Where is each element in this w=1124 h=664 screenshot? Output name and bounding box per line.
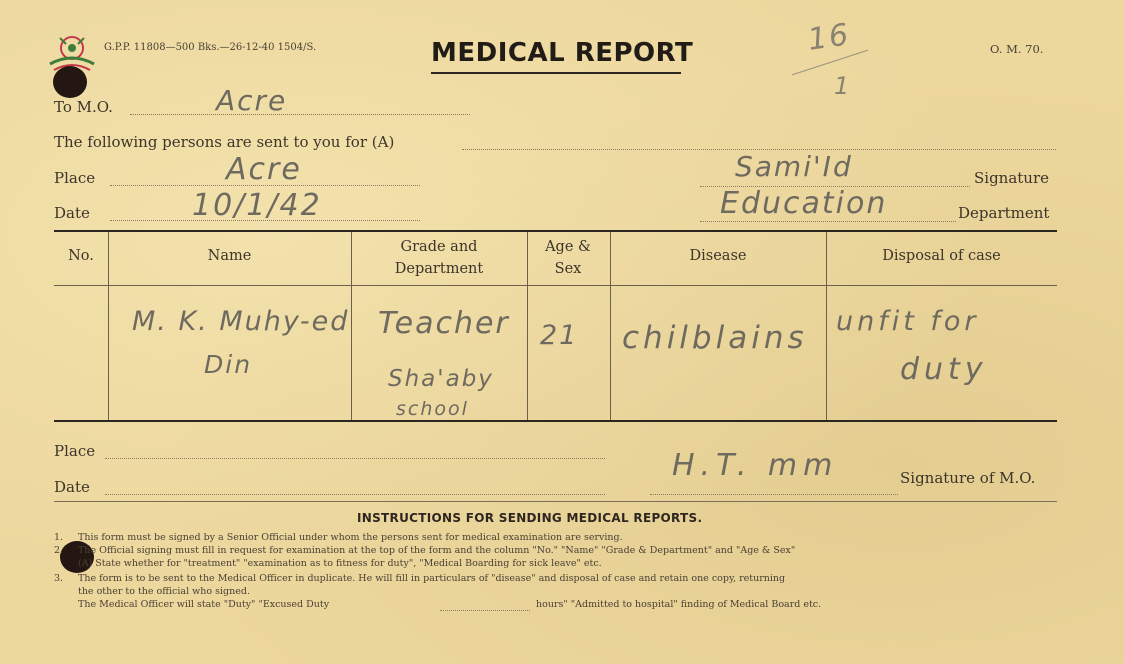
mo-place-label: Place [54, 442, 96, 460]
col-header-age: Age & Sex [545, 239, 591, 277]
person-name-line2: Din [204, 350, 253, 379]
instruction-1-number: 1. [54, 532, 64, 543]
department-value: Education [720, 186, 888, 221]
form-number: O. M. 70. [990, 42, 1044, 56]
mo-signature-label: Signature of M.O. [900, 469, 1036, 487]
instructions-rule [54, 501, 1057, 502]
grade-line3: school [396, 398, 469, 418]
instruction-2-note: (A) State whether for "treatment" "examination as to fitness for duty", "Medical Boarding for sick leave" etc. [78, 558, 602, 569]
instruction-2-number: 2. [54, 545, 64, 556]
table-header-rule [54, 285, 1057, 286]
age-sex-value: 21 [540, 320, 579, 351]
instruction-3-number: 3. [54, 573, 64, 584]
place-value: Acre [226, 152, 302, 187]
page-title: MEDICAL REPORT [431, 38, 694, 68]
to-mo-value: Acre [216, 84, 288, 117]
instruction-2-text: The Official signing must fill in request for examination at the top of the form and the column "No." "Name" "Grade & Department" and "Age & Sex" [78, 545, 796, 556]
instruction-4-end: hours" "Admitted to hospital" finding of Medical Board etc. [536, 599, 822, 610]
print-code: G.P.P. 11808—500 Bks.—26-12-40 1504/S. [104, 42, 317, 53]
col-header-no: No. [68, 248, 94, 264]
person-name-line1: M. K. Muhy-ed [132, 306, 350, 337]
department-label: Department [958, 204, 1050, 222]
instruction-1-text: This form must be signed by a Senior Official under whom the persons sent for medical examination are serving. [78, 532, 623, 543]
col-header-disease: Disease [689, 248, 747, 264]
disposal-line1: unfit for [836, 306, 980, 337]
disease-value: chilblains [622, 320, 808, 356]
mo-signature: H.T. mm [672, 448, 839, 483]
disposal-line2: duty [900, 352, 988, 387]
table-bottom-rule [54, 420, 1057, 422]
col-header-name: Name [207, 248, 252, 264]
sent-for-label: The following persons are sent to you for (A) [54, 133, 395, 151]
title-underline [431, 72, 681, 74]
instructions-title: INSTRUCTIONS FOR SENDING MEDICAL REPORTS. [357, 511, 703, 525]
punch-hole-top [53, 66, 87, 98]
folio-number: 16 [805, 17, 853, 58]
official-signature: Sami'Id [735, 150, 853, 183]
grade-line2: Sha'aby [388, 366, 494, 392]
date-label: Date [54, 204, 90, 222]
instruction-3-continued: the other to the official who signed. [78, 586, 250, 597]
place-label: Place [54, 169, 96, 187]
grade-line1: Teacher [378, 306, 510, 341]
table-top-rule [54, 230, 1057, 232]
signature-label: Signature [974, 169, 1050, 187]
instruction-4-start: The Medical Officer will state "Duty" "Excused Duty [78, 599, 330, 610]
date-value: 10/1/42 [192, 188, 322, 223]
mo-date-label: Date [54, 478, 90, 496]
folio-subnumber: 1 [834, 72, 852, 100]
instruction-3-text: The form is to be sent to the Medical Officer in duplicate. He will fill in particulars of "disease" and disposal of case and retain one copy, returning [78, 573, 786, 584]
to-mo-label: To M.O. [54, 98, 113, 116]
col-header-disposal: Disposal of case [882, 248, 1001, 264]
col-header-grade: Grade and Department [394, 239, 484, 277]
